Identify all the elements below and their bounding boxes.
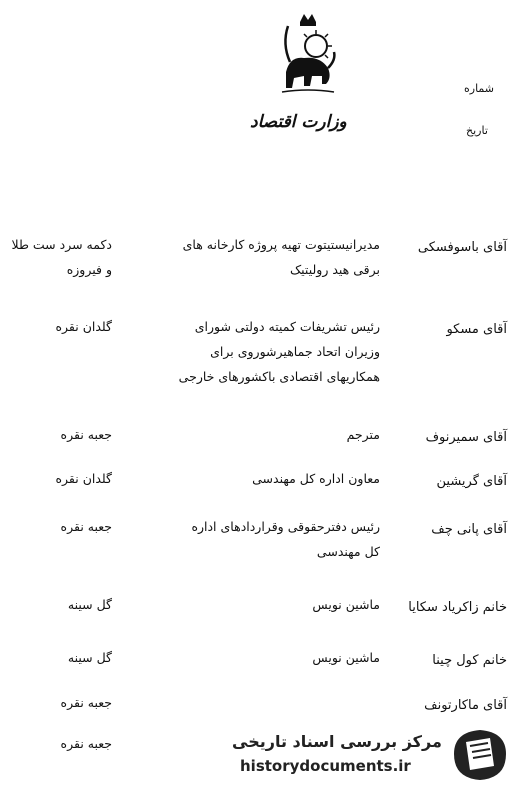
- recipient-name: آقای مسکو: [446, 322, 507, 337]
- gift-line: دکمه سرد ست طلا: [11, 237, 112, 252]
- gift-item: [4, 232, 112, 282]
- title-line: مدیرانیستیتوت تهیه پروژه کارخانه های: [182, 237, 380, 252]
- gift-line: گلدان نقره: [55, 319, 112, 334]
- title-line: رئیس دفترحقوقی وقراردادهای اداره: [191, 519, 380, 534]
- ministry-title: وزارت اقتصاد: [250, 112, 347, 132]
- gift-line: گل سینه: [67, 597, 112, 612]
- gift-item: [4, 690, 112, 715]
- title-line: همکاریهای اقتصادی باکشورهای خارجی: [178, 369, 380, 384]
- recipient-name: آقای سمیرنوف: [425, 430, 507, 445]
- gift-line: و فیروزه: [66, 262, 112, 277]
- document-archive-logo-icon: [448, 724, 512, 784]
- recipient-name: آقای گریشین: [436, 474, 507, 489]
- date-label: تاریخ: [466, 124, 488, 137]
- gift-item: [4, 645, 112, 670]
- title-line: برقی هید رولیتیک: [289, 262, 380, 277]
- number-label: شماره: [464, 82, 495, 95]
- recipient-name: خانم کول چینا: [432, 653, 507, 668]
- gift-line: جعبه نقره: [60, 519, 112, 534]
- recipient-title: [150, 314, 380, 389]
- recipient-title: [150, 645, 380, 670]
- gift-line: جعبه نقره: [60, 427, 112, 442]
- gift-line: جعبه نقره: [60, 695, 112, 710]
- gift-line: جعبه نقره: [60, 736, 112, 751]
- recipient-title: [150, 466, 380, 491]
- gift-line: گلدان نقره: [55, 471, 112, 486]
- gift-item: [4, 422, 112, 447]
- recipient-name: آقای باسوفسکی: [417, 240, 507, 255]
- recipient-name: آقای پانی چف: [431, 522, 507, 537]
- recipient-title: [150, 592, 380, 617]
- title-line: رئیس تشریفات کمیته دولتی شورای: [194, 319, 380, 334]
- watermark-title: مرکز بررسی اسناد تاریخی: [232, 732, 442, 751]
- title-line: ماشین نویس: [312, 597, 380, 612]
- gift-item: [4, 514, 112, 539]
- recipient-name: خانم زاکریاد سکایا: [408, 600, 507, 615]
- lion-and-sun-emblem-icon: [276, 12, 340, 96]
- gift-item: [4, 731, 112, 756]
- gift-item: [4, 592, 112, 617]
- title-line: معاون اداره کل مهندسی: [252, 471, 380, 486]
- gift-line: گل سینه: [67, 650, 112, 665]
- recipient-title: [150, 514, 380, 564]
- title-line: کل مهندسی: [316, 544, 380, 559]
- title-line: مترجم: [346, 427, 380, 442]
- recipient-title: [150, 232, 380, 282]
- watermark-url: historydocuments.ir: [240, 757, 411, 775]
- recipient-name: آقای ماکارتونف: [424, 698, 507, 713]
- recipient-title: [150, 422, 380, 447]
- gift-item: [4, 466, 112, 491]
- title-line: ماشین نویس: [312, 650, 380, 665]
- gift-item: [4, 314, 112, 339]
- title-line: وزیران اتحاد جماهیرشوروی برای: [210, 344, 380, 359]
